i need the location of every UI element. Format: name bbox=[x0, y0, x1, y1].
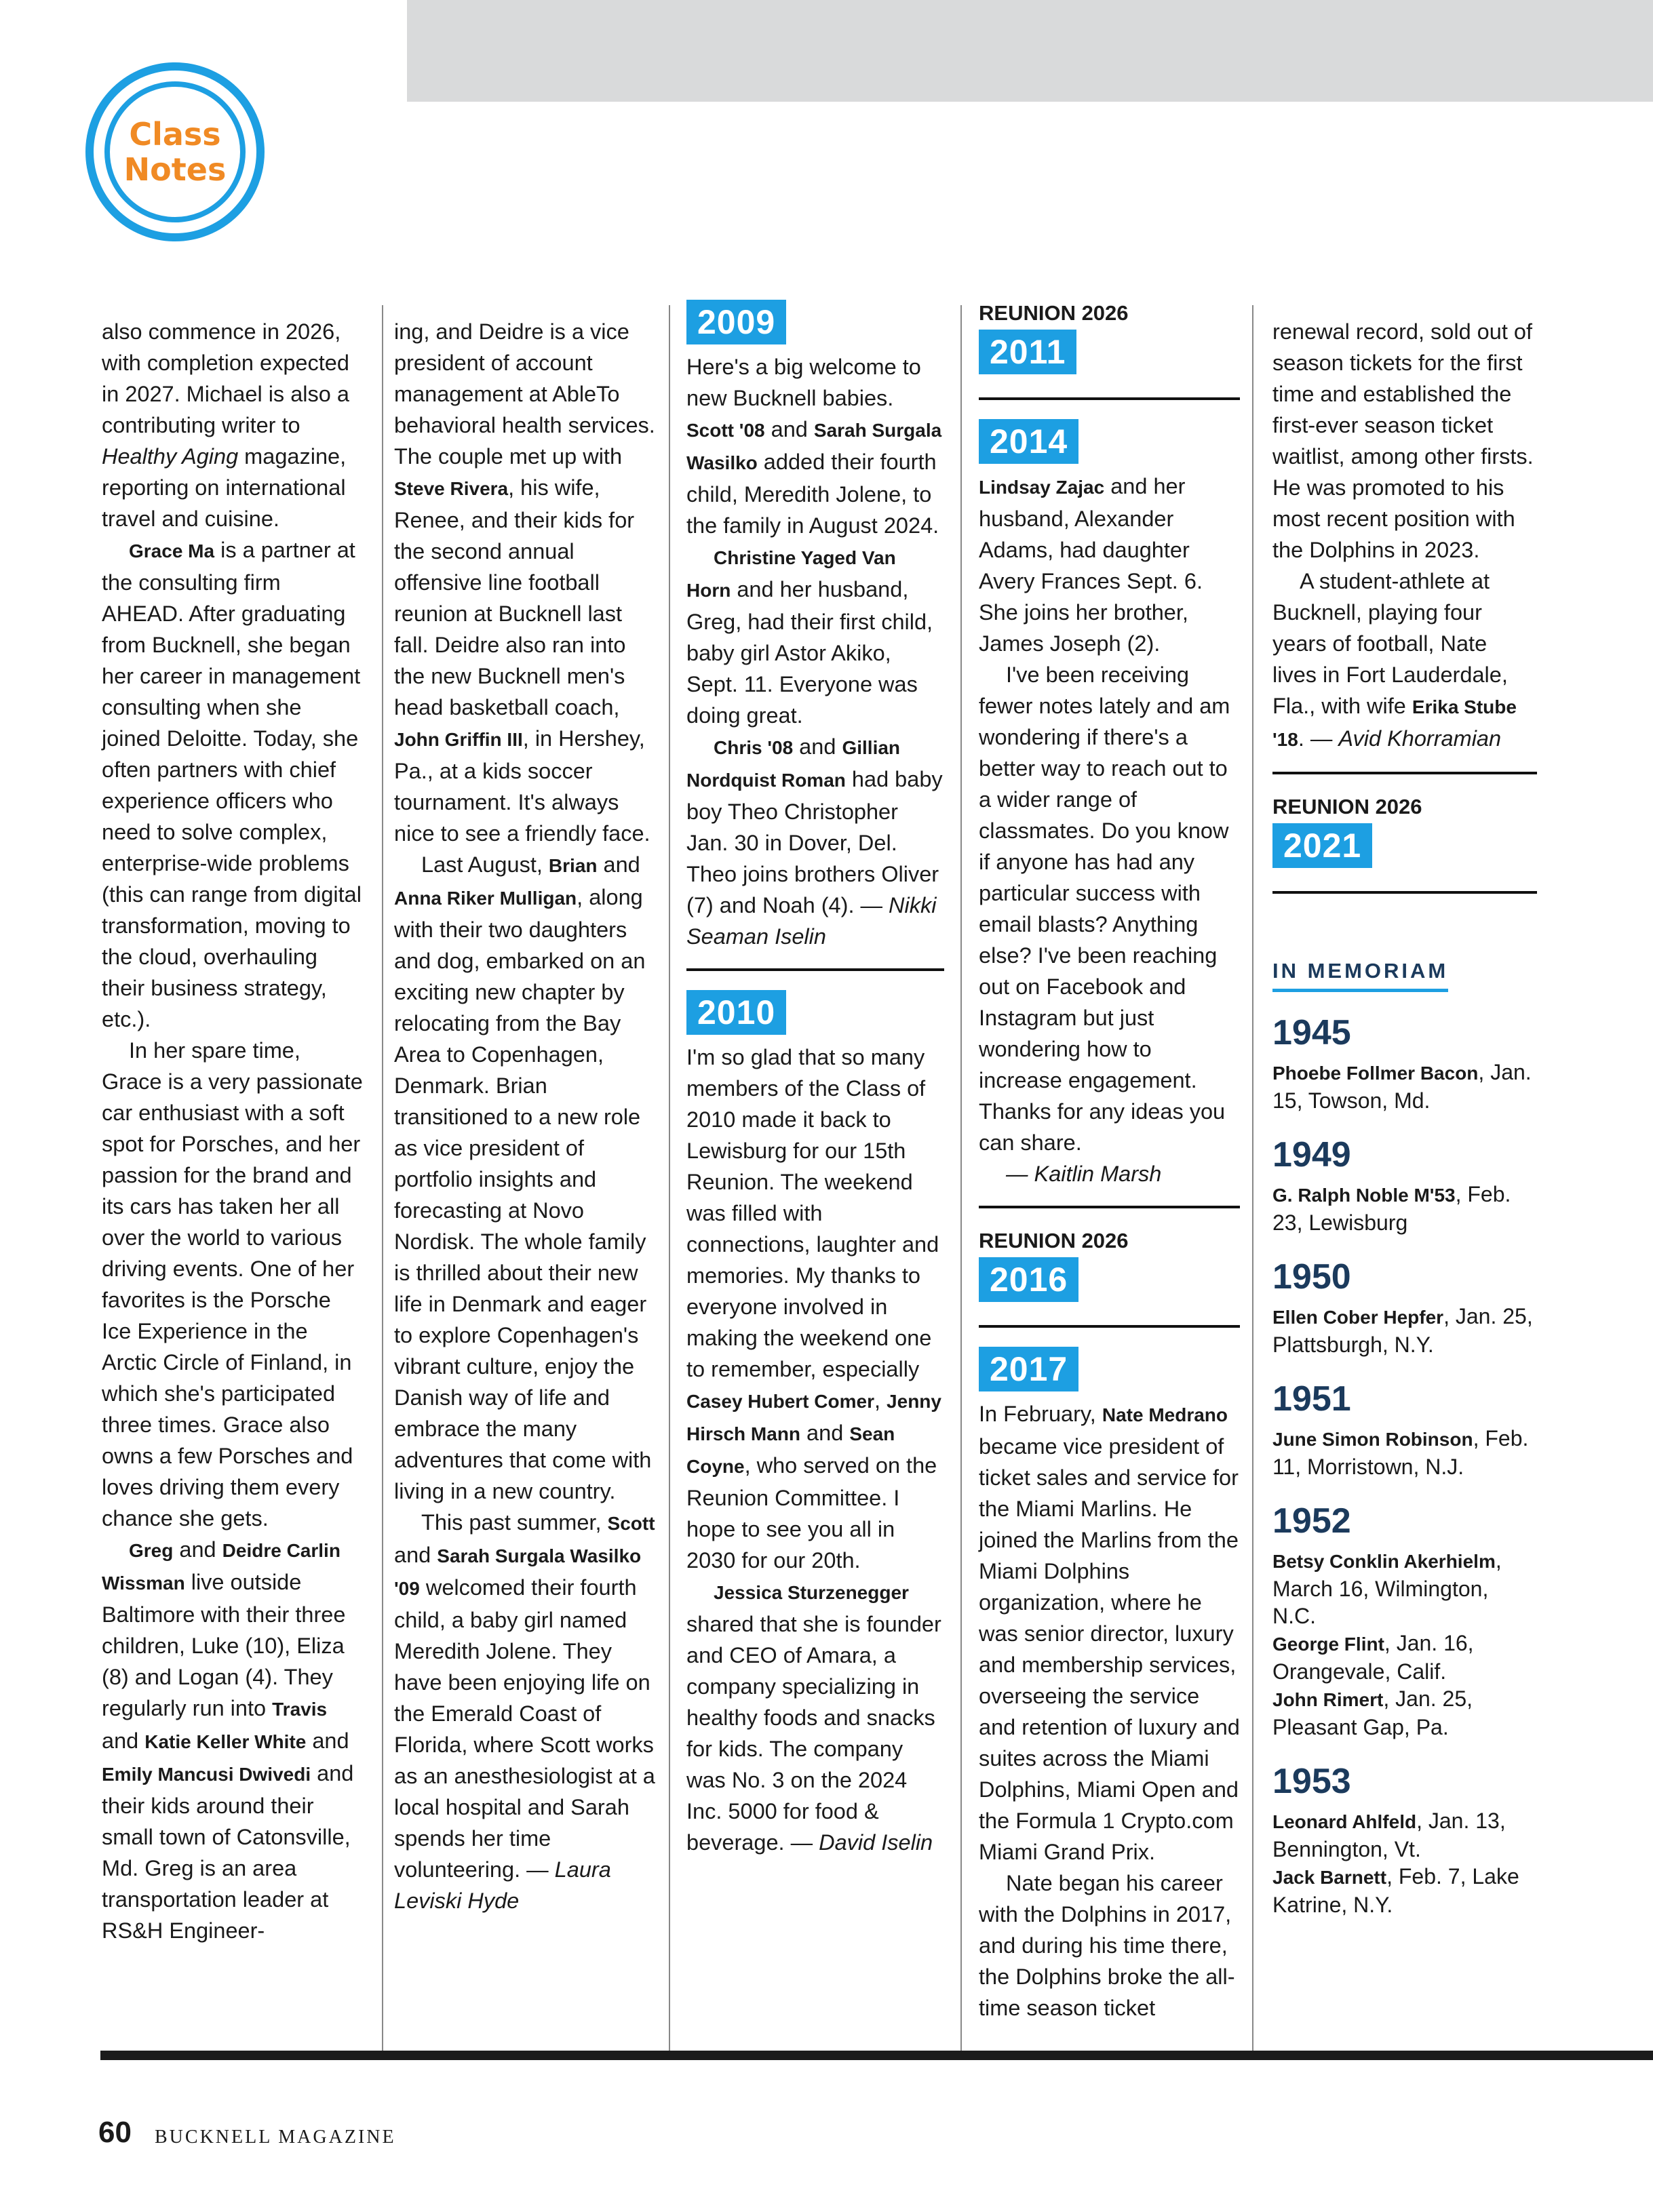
page-number: 60 bbox=[98, 2116, 132, 2149]
column-divider bbox=[1252, 305, 1253, 2055]
memoriam-year: 1949 bbox=[1272, 1135, 1351, 1174]
person-name: George Flint bbox=[1272, 1634, 1384, 1655]
memoriam-entry: Ellen Cober Hepfer, Jan. 25, Plattsburgh, N.Y. bbox=[1272, 1304, 1533, 1357]
column-1 bbox=[102, 316, 366, 1946]
memoriam-entry: George Flint, Jan. 16, Orangevale, Calif. bbox=[1272, 1631, 1474, 1684]
paragraph: Grace Ma is a partner at the consulting firm AHEAD. After graduating from Bucknell, she began her career in management consulting when she joined Deloitte. Today, she often partners with chief experience officers who need to solve complex, enterprise-wide problems (this can range from digital transformation, moving to the cloud, overhauling their business strategy, etc.). bbox=[102, 538, 362, 1031]
footer-rule bbox=[100, 2051, 1653, 2060]
class-year-heading: 2017 bbox=[979, 1347, 1078, 1391]
person-name: Grace Ma bbox=[129, 540, 215, 561]
memoriam-year: 1945 bbox=[1272, 1013, 1351, 1052]
header-bar bbox=[407, 0, 1653, 102]
memoriam-year: 1951 bbox=[1272, 1379, 1351, 1419]
memoriam-entry: June Simon Robinson, Feb. 11, Morristown, N.J. bbox=[1272, 1426, 1529, 1479]
section-rule bbox=[979, 1325, 1240, 1328]
section-rule bbox=[686, 968, 944, 971]
memoriam-year: 1952 bbox=[1272, 1501, 1351, 1541]
magazine-name: BUCKNELL MAGAZINE bbox=[155, 2127, 396, 2148]
paragraph: In February, Nate Medrano became vice president of ticket sales and service for the Miami Marlins. He joined the Marlins from the Miami Dolphins organization, where he was senior director, luxury and membership services, overseeing the service and retention of luxury and suites across the Miami Dolphins, Miami Open and the Formula 1 Crypto.com Miami Grand Prix. bbox=[979, 1402, 1240, 1864]
paragraph: Chris '08 and Gillian Nordquist Roman had baby boy Theo Christopher Jan. 30 in Dover, Del. Theo joins brothers Oliver (7) and Noah (4). — Nikki Seaman Iselin bbox=[686, 734, 943, 949]
section-rule bbox=[1272, 891, 1537, 894]
paragraph: renewal record, sold out of season tickets for the first time and established the first-ever season ticket waitlist, among other firsts. He was promoted to his most recent position with the Dolphins in 2023. bbox=[1272, 319, 1534, 562]
column-divider bbox=[960, 305, 962, 2055]
paragraph: Christine Yaged Van Horn and her husband, Greg, had their first child, baby girl Astor Akiko, Sept. 11. Everyone was doing great. bbox=[686, 547, 933, 728]
class-year-heading: 2014 bbox=[979, 419, 1078, 464]
paragraph: Nate began his career with the Dolphins in 2017, and during his time there, the Dolphins broke the all-time season ticket bbox=[979, 1871, 1235, 2020]
paragraph: Here's a big welcome to new Bucknell babies. Scott '08 and Sarah Surgala Wasilko added their fourth child, Meredith Jolene, to the family in August 2024. bbox=[686, 355, 942, 538]
section-rule bbox=[1272, 772, 1537, 774]
paragraph: In her spare time, Grace is a very passionate car enthusiast with a soft spot for Porsches, and her passion for the brand and its cars has taken her all over the world to various driving events. One of her favorites is the Porsche Ice Experience in the Arctic Circle of Finland, in which she's participated three times. Grace also owns a few Porsches and loves driving them every chance she gets. bbox=[102, 1038, 363, 1530]
person-name: Leonard Ahlfeld bbox=[1272, 1811, 1417, 1832]
person-name: G. Ralph Noble M'53 bbox=[1272, 1185, 1456, 1206]
memoriam-entry: Betsy Conklin Akerhielm, March 16, Wilmington, N.C. bbox=[1272, 1548, 1502, 1628]
section-rule bbox=[979, 397, 1240, 400]
paragraph: Lindsay Zajac and her husband, Alexander Adams, had daughter Avery Frances Sept. 6. She joins her brother, James Joseph (2). bbox=[979, 474, 1203, 656]
paragraph: I'm so glad that so many members of the Class of 2010 made it back to Lewisburg for our 15th Reunion. The weekend was filled with connections, laughter and memories. My thanks to everyone involved in making the weekend one to remember, especially Casey Hubert Comer, Jenny Hirsch Mann and Sean Coyne, who served on the Reunion Committee. I hope to see you all in 2030 for our 20th. bbox=[686, 1045, 941, 1573]
memoriam-year: 1950 bbox=[1272, 1257, 1351, 1297]
paragraph: A student-athlete at Bucknell, playing four years of football, Nate lives in Fort Lauderdale, Fla., with wife Erika Stube '18. — Avid Khorramian bbox=[1272, 569, 1517, 751]
class-notes-logo bbox=[85, 62, 265, 241]
paragraph: This past summer, Scott and Sarah Surgala Wasilko '09 welcomed their fourth child, a baby girl named Meredith Jolene. They have been enjoying life on the Emerald Coast of Florida, where Scott works as an anesthesiologist at a local hospital and Sarah spends her time volunteering. — Laura Leviski Hyde bbox=[394, 1510, 655, 1913]
paragraph: Greg and Deidre Carlin Wissman live outside Baltimore with their three children, Luke (10), Eliza (8) and Logan (4). They regularly run into Travis and Katie Keller White and Emily Mancusi Dwivedi and their kids around their small town of Catonsville, Md. Greg is an area transportation leader at RS&H Engineer- bbox=[102, 1537, 354, 1943]
paragraph: I've been receiving fewer notes lately and am wondering if there's a better way to reach out to a wider range of classmates. Do you know if anyone has had any particular success with email blasts? Anything else? I've been reaching out on Facebook and Instagram but just wondering how to increase engagement. Thanks for any ideas you can share. bbox=[979, 663, 1230, 1155]
logo-text-line1: Class bbox=[129, 116, 221, 153]
memoriam-entry: Phoebe Follmer Bacon, Jan. 15, Towson, Md. bbox=[1272, 1060, 1532, 1113]
person-name: June Simon Robinson bbox=[1272, 1429, 1473, 1450]
logo-ring bbox=[104, 81, 246, 222]
reunion-label: REUNION 2026 bbox=[1272, 795, 1422, 818]
person-name: John Rimert bbox=[1272, 1689, 1384, 1710]
paragraph: Jessica Sturzenegger shared that she is founder and CEO of Amara, a company specializing in healthy foods and snacks for kids. The company was No. 3 on the 2024 Inc. 5000 for food & beverage. — David Iselin bbox=[686, 1582, 941, 1855]
column-3 bbox=[686, 298, 944, 1858]
memoriam-entry: Jack Barnett, Feb. 7, Lake Katrine, N.Y. bbox=[1272, 1864, 1519, 1917]
person-name: Phoebe Follmer Bacon bbox=[1272, 1063, 1479, 1084]
in-memoriam-heading: IN MEMORIAM bbox=[1272, 956, 1448, 992]
column-5 bbox=[1272, 316, 1537, 1918]
person-name: Ellen Cober Hepfer bbox=[1272, 1307, 1444, 1328]
memoriam-year: 1953 bbox=[1272, 1762, 1351, 1801]
class-year-heading: 2011 bbox=[979, 330, 1076, 374]
paragraph: ing, and Deidre is a vice president of account management at AbleTo behavioral health services. The couple met up with Steve Rivera, his wife, Renee, and their kids for the second annual offensive line football reunion at Bucknell last fall. Deidre also ran into the new Bucknell men's head basketball coach, John Griffin III, in Hershey, Pa., at a kids soccer tournament. It's always nice to see a friendly face. bbox=[394, 319, 655, 846]
reunion-label: REUNION 2026 bbox=[979, 1229, 1129, 1252]
memoriam-entry: Leonard Ahlfeld, Jan. 13, Bennington, Vt. bbox=[1272, 1809, 1506, 1861]
author-signature: — Kaitlin Marsh bbox=[1006, 1162, 1162, 1186]
memoriam-entry: John Rimert, Jan. 25, Pleasant Gap, Pa. bbox=[1272, 1686, 1473, 1739]
column-divider bbox=[669, 305, 670, 2055]
logo-text-line2: Notes bbox=[123, 151, 227, 188]
memoriam-entry: G. Ralph Noble M'53, Feb. 23, Lewisburg bbox=[1272, 1182, 1511, 1235]
person-name: Jack Barnett bbox=[1272, 1867, 1387, 1888]
reunion-label: REUNION 2026 bbox=[979, 301, 1129, 325]
class-year-heading: 2021 bbox=[1272, 823, 1372, 868]
person-name: Betsy Conklin Akerhielm bbox=[1272, 1551, 1496, 1572]
class-year-heading: 2009 bbox=[686, 300, 786, 344]
column-2 bbox=[394, 316, 659, 1916]
memoriam-list bbox=[1272, 1012, 1537, 1918]
column-4 bbox=[979, 298, 1240, 2023]
class-year-heading: 2016 bbox=[979, 1257, 1078, 1302]
section-rule bbox=[979, 1206, 1240, 1208]
paragraph: also commence in 2026, with completion expected in 2027. Michael is also a contributing writer to Healthy Aging magazine, reporting on international travel and cuisine. bbox=[102, 319, 349, 531]
paragraph: Last August, Brian and Anna Riker Mulligan, along with their two daughters and dog, embarked on an exciting new chapter by relocating from the Bay Area to Copenhagen, Denmark. Brian transitioned to a new role as vice president of portfolio insights and forecasting at Novo Nordisk. The whole family is thrilled about their new life in Denmark and eager to explore Copenhagen's vibrant culture, enjoy the Danish way of life and embrace the many adventures that come with living in a new country. bbox=[394, 852, 652, 1503]
class-year-heading: 2010 bbox=[686, 990, 786, 1035]
column-divider bbox=[382, 305, 383, 2055]
